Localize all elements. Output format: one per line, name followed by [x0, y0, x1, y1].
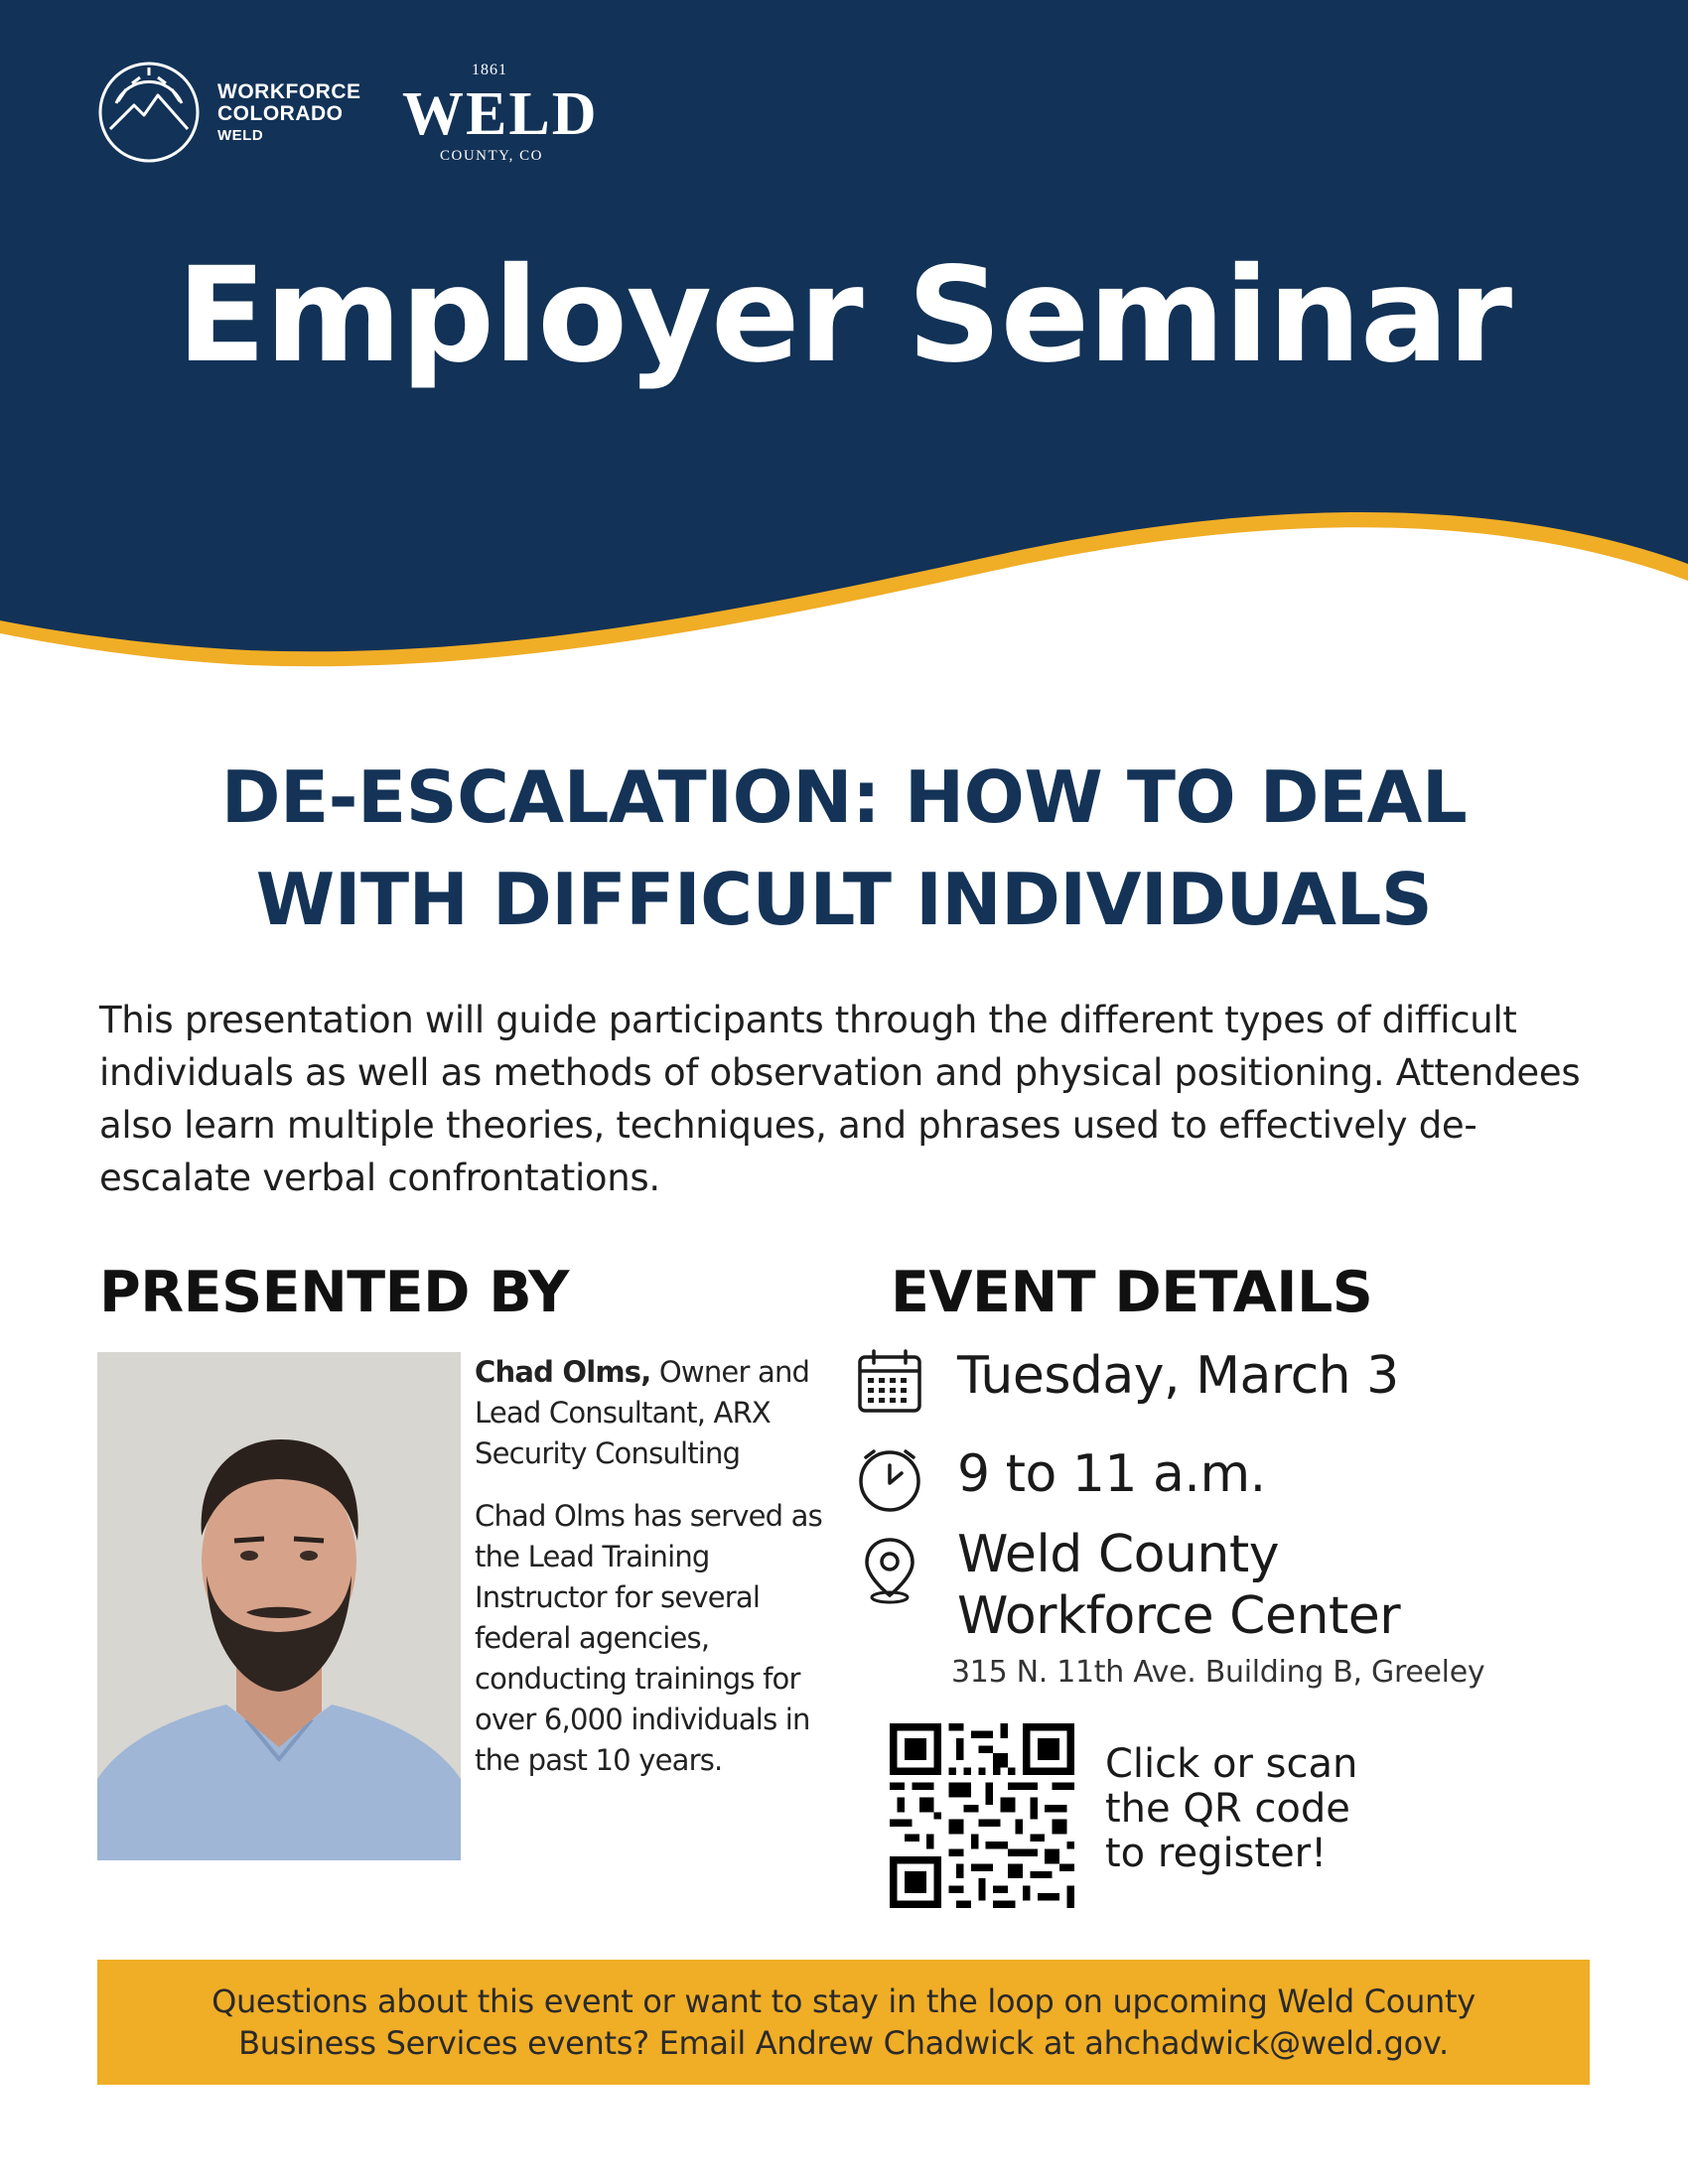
event-location: [957, 1524, 1400, 1647]
event-details-heading: EVENT DETAILS: [891, 1260, 1373, 1325]
event-date-row: [854, 1345, 1399, 1417]
seminar-title: [99, 747, 1589, 951]
register-line1: Click or scan: [1105, 1741, 1358, 1787]
presenter-bio: [475, 1352, 832, 1803]
event-location-row: [854, 1524, 1400, 1647]
weld-logo-year: 1861: [472, 62, 507, 78]
register-instructions: [1105, 1742, 1357, 1876]
presenter-bio-text: Chad Olms has served as the Lead Training Instructor for several federal agencies, conducting trainings for over 6,000 individuals in the past 10 years.: [475, 1499, 822, 1777]
seminar-title-line2: WITH DIFFICULT INDIVIDUALS: [255, 858, 1433, 941]
logo-text-weld: WELD: [217, 126, 264, 144]
seminar-title-line1: DE-ESCALATION: HOW TO DEAL: [220, 755, 1468, 839]
event-location-line2: Workforce Center: [957, 1586, 1401, 1646]
presenter-name: Chad Olms,: [475, 1355, 651, 1389]
calendar-icon: [854, 1345, 925, 1417]
contact-footer: [97, 1960, 1590, 2085]
register-line3: to register!: [1105, 1831, 1328, 1876]
weld-logo-sub: COUNTY, CO: [440, 148, 543, 164]
footer-text: [109, 1980, 1579, 2064]
workforce-colorado-logo: [96, 60, 361, 165]
register-line2: the QR code: [1105, 1786, 1350, 1832]
footer-line1: Questions about this event or want to stay in the loop on upcoming Weld County: [211, 1982, 1476, 2020]
event-time: 9 to 11 a.m.: [957, 1444, 1266, 1504]
footer-line2[interactable]: Business Services events? Email Andrew Chadwick at ahchadwick@weld.gov.: [238, 2024, 1449, 2062]
presenter-photo: [97, 1352, 461, 1860]
clock-icon: [854, 1443, 925, 1515]
seminar-description: This presentation will guide participants through the different types of difficult individuals as well as methods of observation and physical positioning. Attendees also learn multiple theories, techniques, and phrases used to effectively de-escalate verbal confrontations.: [99, 999, 1581, 1199]
presented-by-heading: PRESENTED BY: [99, 1260, 569, 1325]
qr-code-icon[interactable]: [890, 1723, 1074, 1908]
event-date: Tuesday, March 3: [957, 1346, 1399, 1406]
event-time-row: [854, 1443, 1266, 1515]
logo-text-workforce: WORKFORCE: [217, 79, 361, 103]
logo-text-colorado: COLORADO: [217, 101, 344, 125]
page-title: Employer Seminar: [176, 239, 1512, 392]
workforce-colorado-logo-icon: [96, 60, 202, 165]
presenter-role: Owner and Lead Consultant, ARX Security Consulting: [475, 1355, 810, 1470]
weld-county-logo: [402, 62, 601, 171]
location-pin-icon: [854, 1534, 925, 1605]
event-address: 315 N. 11th Ave. Building B, Greeley: [951, 1655, 1485, 1690]
event-location-line1: Weld County: [957, 1525, 1280, 1584]
weld-logo-word: WELD: [402, 80, 599, 148]
